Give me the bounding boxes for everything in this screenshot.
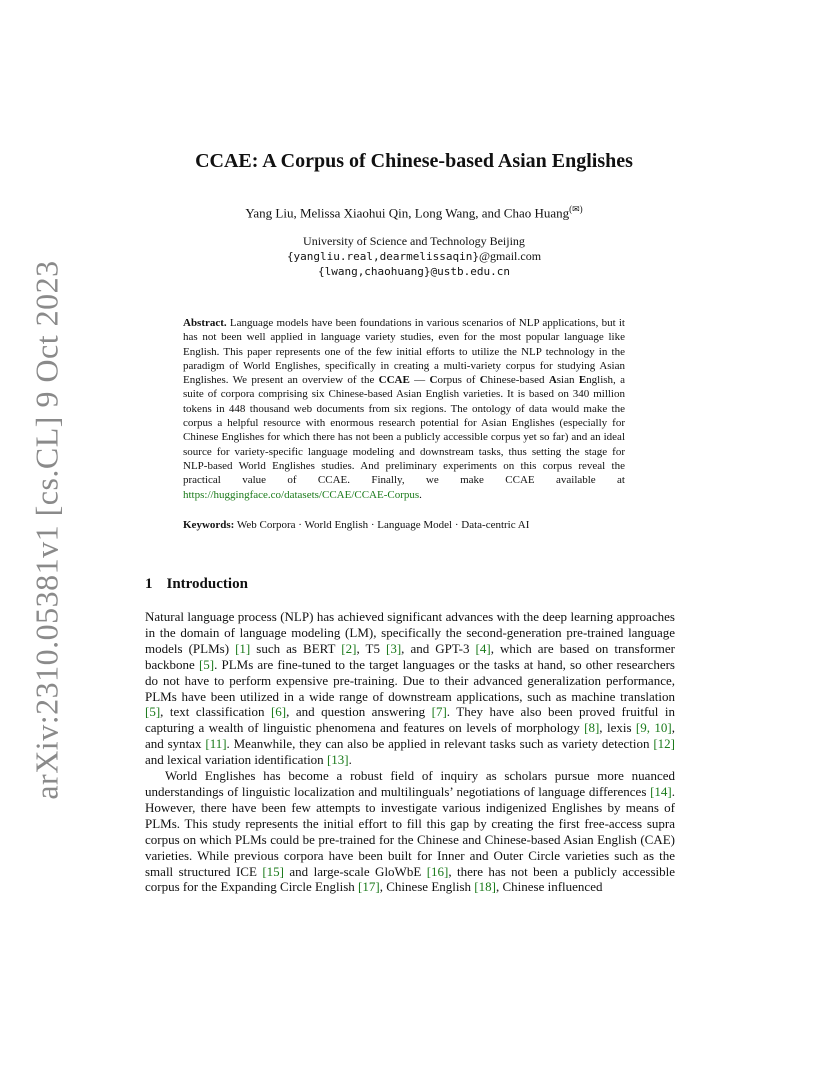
p1-text: , text classification (160, 704, 271, 720)
keywords-line (183, 518, 625, 532)
citation[interactable]: [6] (270, 704, 287, 720)
abstract-block (183, 316, 625, 532)
acronym-word-2: hinese-based (487, 374, 549, 387)
citation[interactable]: [1] (235, 640, 251, 656)
introduction-body (145, 609, 675, 895)
p1-text: , which are based on transformer backbone (145, 640, 676, 672)
p2-text: , Chinese English (379, 879, 475, 895)
arxiv-identifier: arXiv:2310.05381v1 [cs.CL] 9 Oct 2023 (28, 260, 65, 800)
abstract-dash: — (409, 374, 430, 387)
p1-text: . They have also been proved fruitful in capturing a wealth of linguistic phenomena and features on levels of morphology (145, 704, 675, 736)
citation[interactable]: [4] (475, 640, 491, 656)
citation[interactable]: [18] (474, 879, 496, 895)
p1-text: . Meanwhile, they can also be applied in relevant tasks such as variety detection (226, 736, 654, 752)
abstract-end: . (419, 488, 422, 501)
ccae-acronym: CCAE (378, 374, 410, 387)
citation[interactable]: [5] (198, 656, 215, 672)
section-number: 1 (145, 576, 153, 592)
abstract-text (183, 316, 625, 502)
citation[interactable]: [5] (145, 704, 161, 720)
p2-text: , there has not been a publicly accessible corpus for the Expanding Circle English (145, 863, 676, 895)
keywords-label: Keywords: (183, 518, 235, 531)
citation[interactable]: [7] (431, 704, 447, 720)
p2-text: , Chinese influenced (495, 879, 603, 895)
citation[interactable]: [2] (341, 640, 357, 656)
citation[interactable]: [16] (426, 863, 449, 879)
citation[interactable]: [13] (326, 752, 349, 768)
acronym-word-3: sian (556, 374, 579, 387)
email-2-domain: @ustb.edu.cn (430, 265, 511, 278)
acronym-letter-c1: C (429, 374, 438, 387)
p2-text: . However, there have been few attempts to investigate various indigenized Englishes by means of PLMs. This study represents the initial effort to fill this gap by creating the first free-access supra corpus on which PLMs could be pre-trained for the Chinese and Chinese-based Asian English (CAE) varieties. While previous corpora have been built for Inner and Outer Circle varieties such as the small structured ICE (145, 783, 675, 879)
arxiv-sidebar (22, 260, 72, 800)
envelope-icon: (✉) (569, 204, 583, 214)
author-list (0, 204, 828, 221)
paper-title: CCAE: A Corpus of Chinese-based Asian Englishes (195, 150, 633, 172)
p1-text: , and syntax (145, 720, 675, 752)
citation[interactable]: [9, 10] (635, 720, 672, 736)
acronym-letter-e: E (578, 374, 587, 387)
dataset-link[interactable]: https://huggingface.co/datasets/CCAE/CCAE-Corpus (183, 488, 420, 501)
abstract-part-1: Language models have been foundations in various scenarios of NLP applications, but it has not been well applied in language variety studies, even for the most popular language like English. This paper represents one of the few initial efforts to utilize the NLP technology in the paradigm of World Englishes, specifically in creating a multi-variety corpus for studying Asian Englishes. We present an overview of the (183, 317, 625, 387)
abstract-part-2: nglish, a suite of corpora comprising six Chinese-based Asian English varieties. It is based on 340 million tokens in 448 thousand web documents from six regions. The ontology of data would make the corpus a helpful resource with enormous research potential for Asian Englishes (especially for Chinese Englishes for which there has not been a publicly accessible corpus yet so far) and an ideal source for variety-specific language modeling and downstream tasks, thus setting the stage for NLP-based World Englishes studies. And preliminary experiments on this corpus reveal the practical value of CCAE. Finally, we make CCAE available at (183, 374, 626, 487)
paragraph-2 (145, 768, 675, 895)
citation[interactable]: [14] (650, 783, 672, 799)
p1-text: , and GPT-3 (401, 640, 476, 656)
p1-text: . PLMs are fine-tuned to the target languages or the tasks at hand, so other researchers do not have to perform expensive pre-training. Due to their advanced generalization performance, PLMs have been utilized in a wide range of downstream applications, such as machine translation (145, 656, 675, 704)
section-title: Introduction (166, 576, 248, 592)
email-line-2 (0, 264, 828, 279)
p2-text: and large-scale GloWbE (284, 863, 427, 879)
abstract-label: Abstract. (183, 317, 227, 329)
paragraph-1 (145, 609, 675, 768)
citation[interactable]: [8] (584, 720, 600, 736)
citation[interactable]: [17] (358, 879, 380, 895)
citation[interactable]: [15] (262, 863, 284, 879)
acronym-letter-a: A (548, 374, 557, 387)
citation[interactable]: [11] (205, 736, 227, 752)
acronym-letter-c2: C (479, 374, 488, 387)
section-heading (145, 576, 248, 593)
citation[interactable]: [12] (653, 736, 675, 752)
email-line-1 (0, 249, 828, 264)
p1-text: such as BERT (250, 640, 342, 656)
author-names: Yang Liu, Melissa Xiaohui Qin, Long Wang, and Chao Huang (245, 205, 570, 221)
p1-text: Natural language process (NLP) has achieved significant advances with the deep learning approaches in the domain of language modeling (LM), specifically the second-generation pre-trained language models (PLMs) (145, 609, 675, 656)
email-1-domain: @gmail.com (479, 249, 542, 263)
email-1-users: {yangliu.real,dearmelissaqin} (286, 250, 479, 263)
p1-text: . (348, 752, 352, 768)
p1-text: and lexical variation identification (145, 752, 327, 768)
email-2-users: {lwang,chaohuang} (317, 265, 431, 278)
affiliation: University of Science and Technology Beijing (303, 234, 525, 248)
p1-text: , lexis (599, 720, 636, 736)
acronym-word-1: orpus of (437, 374, 480, 387)
affiliation-block (0, 234, 828, 279)
citation[interactable]: [3] (386, 640, 402, 656)
p1-text: , T5 (356, 640, 386, 656)
keywords-text: Web Corpora · World English · Language Model · Data-centric AI (234, 518, 530, 531)
p1-text: , and question answering (286, 704, 432, 720)
p2-text: World Englishes has become a robust field of inquiry as scholars pursue more nuanced understandings of linguistic localization and multilinguals’ negotiations of language differences (145, 768, 675, 799)
